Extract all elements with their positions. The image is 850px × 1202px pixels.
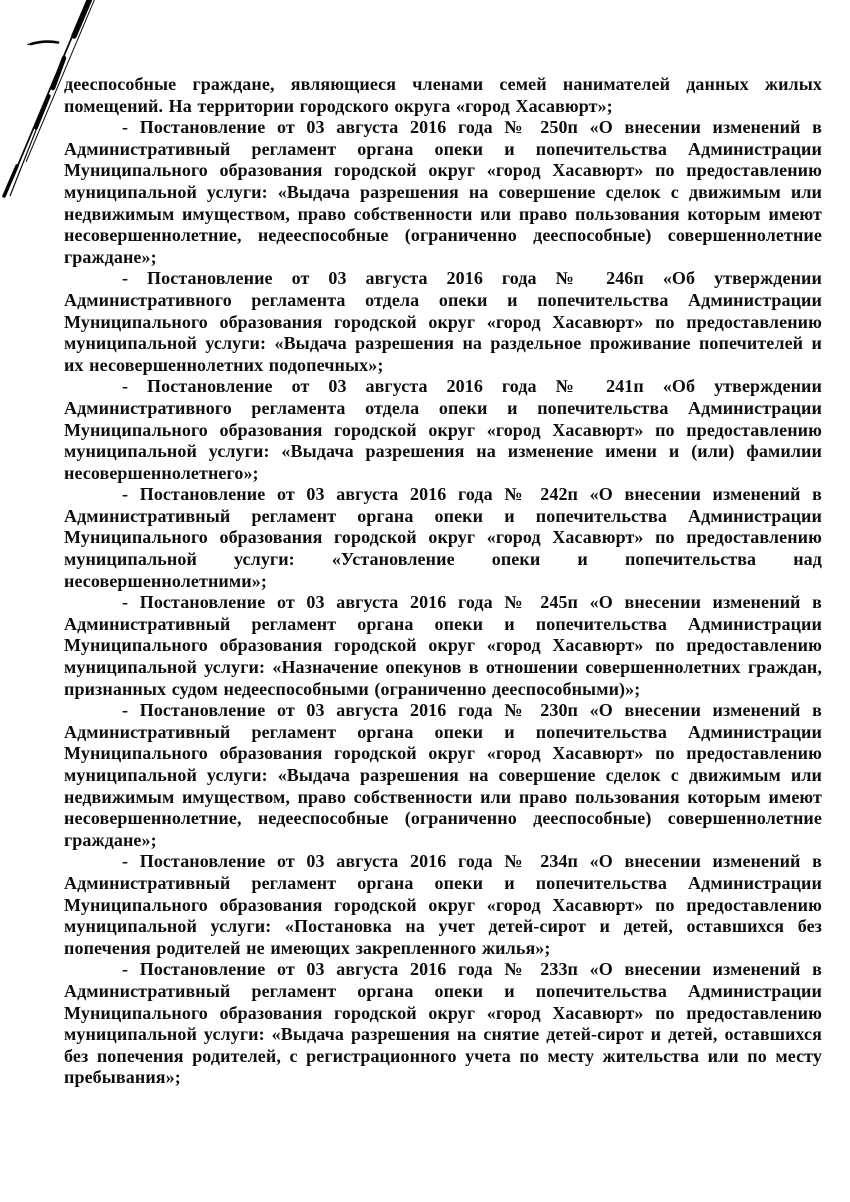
- paragraph: - Постановление от 03 августа 2016 года № 245п «О внесении изменений в Административный регламент органа опеки и попечительства Администрации Муниципального образования городской округ «город Хасавюрт» по предоставлению муниципальной услуги: «Назначение опекунов в отношении совершеннолетних граждан, признанных судом недееспособными (ограниченно дееспособными)»;: [64, 592, 822, 699]
- paragraph: дееспособные граждане, являющиеся членами семей нанимателей данных жилых помещений. На территории городского округа «город Хасавюрт»;: [64, 74, 822, 116]
- paragraph: - Постановление от 03 августа 2016 года № 242п «О внесении изменений в Административный регламент органа опеки и попечительства Администрации Муниципального образования городской округ «город Хасавюрт» по предоставлению муниципальной услуги: «Установление опеки и попечительства над несовершеннолетними»;: [64, 484, 822, 591]
- document-text: [64, 74, 822, 1089]
- paragraph: - Постановление от 03 августа 2016 года № 230п «О внесении изменений в Административный регламент органа опеки и попечительства Администрации Муниципального образования городской округ «город Хасавюрт» по предоставлению муниципальной услуги: «Выдача разрешения на совершение сделок с движимым или недвижимым имуществом, право собственности или право пользования которым имеют несовершеннолетние, недееспособные (ограниченно дееспособные) совершеннолетние граждане»;: [64, 700, 822, 850]
- paragraph: - Постановление от 03 августа 2016 года № 250п «О внесении изменений в Административный регламент органа опеки и попечительства Администрации Муниципального образования городской округ «город Хасавюрт» по предоставлению муниципальной услуги: «Выдача разрешения на совершение сделок с движимым или недвижимым имуществом, право собственности или право пользования которым имеют несовершеннолетние, недееспособные (ограниченно дееспособные) совершеннолетние граждане»;: [64, 117, 822, 267]
- paragraph: - Постановление от 03 августа 2016 года № 241п «Об утверждении Административного регламента отдела опеки и попечительства Администрации Муниципального образования городской округ «город Хасавюрт» по предоставлению муниципальной услуги: «Выдача разрешения на изменение имени и (или) фамилии несовершеннолетнего»;: [64, 376, 822, 483]
- paragraph: - Постановление от 03 августа 2016 года № 246п «Об утверждении Административного регламента отдела опеки и попечительства Администрации Муниципального образования городской округ «город Хасавюрт» по предоставлению муниципальной услуги: «Выдача разрешения на раздельное проживание попечителей и их несовершеннолетних подопечных»;: [64, 268, 822, 375]
- paragraph: - Постановление от 03 августа 2016 года № 233п «О внесении изменений в Административный регламент органа опеки и попечительства Администрации Муниципального образования городской округ «город Хасавюрт» по предоставлению муниципальной услуги: «Выдача разрешения на снятие детей-сирот и детей, оставшихся без попечения родителей, с регистрационного учета по месту жительства или по месту пребывания»;: [64, 959, 822, 1088]
- paragraph: - Постановление от 03 августа 2016 года № 234п «О внесении изменений в Административный регламент органа опеки и попечительства Администрации Муниципального образования городской округ «город Хасавюрт» по предоставлению муниципальной услуги: «Постановка на учет детей-сирот и детей, оставшихся без попечения родителей не имеющих закрепленного жилья»;: [64, 851, 822, 958]
